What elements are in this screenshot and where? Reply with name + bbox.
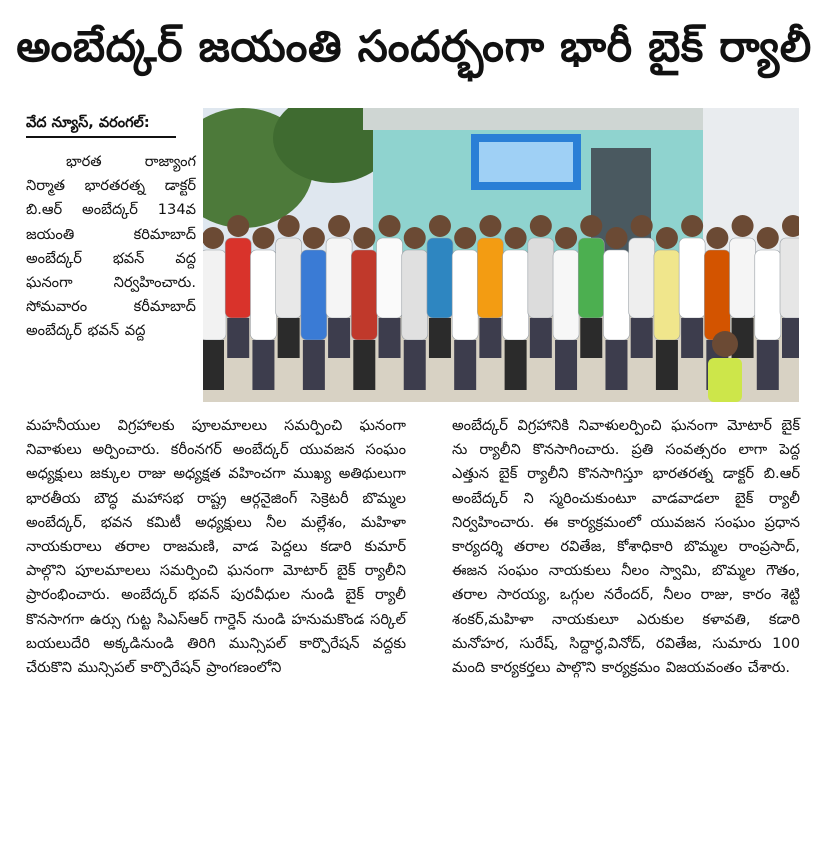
- person-legs: [631, 318, 653, 358]
- person-head: [706, 227, 728, 249]
- person-head: [227, 215, 249, 237]
- person-figure: [578, 238, 604, 318]
- person-head: [505, 227, 527, 249]
- person-head: [631, 215, 653, 237]
- person-head: [379, 215, 401, 237]
- person-head: [404, 227, 426, 249]
- person-head: [454, 227, 476, 249]
- person-figure: [250, 250, 276, 340]
- person-figure: [326, 238, 352, 318]
- person-figure: [225, 238, 251, 318]
- person-legs: [757, 340, 779, 390]
- article-body-column-left: మహనీయుల విగ్రహాలకు పూలమాలలు సమర్పించి ఘనంగా నివాళులు అర్పించారు. కరీంనగర్ అంబేద్కర్ యువజన సంఘం అధ్యక్షులు జక్కుల రాజు అధ్యక్షత వహించగా ముఖ్య అతిథులుగా భారతీయ బౌద్ధ మహాసభ రాష్ట్ర ఆర్గనైజింగ్ సెక్రెటరీ బొమ్మల అంబేద్కర్, భవన కమిటీ అధ్యక్షులు నీల మల్లేశం, మహిళా నాయకురాలు తరాల రాజమణి, వాడ పెద్దలు కడారి కుమార్ పాల్గొని పూలమాలలు సమర్పించి ఘనంగా మోటార్ బైక్ ర్యాలీని ప్రారంభించారు. అంబేద్కర్ భవన్ పురవీధుల నుండి బైక్ ర్యాలీ కొనసాగగా ఉర్సు గుట్ట సిఎస్ఆర్ గార్డెన్ నుండి హనుమకొండ సర్కిల్ బయలుదేరి అక్కడినుండి తిరిగి మున్సిపల్ కార్పొరేషన్ వద్దకు చేరుకొని మున్సిపల్ కార్పొరేషన్ ప్రాంగణంలోని: [26, 417, 406, 677]
- person-legs: [303, 340, 325, 390]
- person-head: [605, 227, 627, 249]
- person-legs: [203, 340, 224, 390]
- person-legs: [328, 318, 350, 358]
- person-figure: [654, 250, 680, 340]
- person-head: [656, 227, 678, 249]
- person-legs: [555, 340, 577, 390]
- person-legs: [605, 340, 627, 390]
- person-legs: [404, 340, 426, 390]
- person-legs: [227, 318, 249, 358]
- article-dateline: వేద న్యూస్, వరంగల్:: [26, 110, 176, 138]
- person-legs: [429, 318, 451, 358]
- person-figure: [452, 250, 478, 340]
- person-legs: [530, 318, 552, 358]
- event-group-photo: [203, 108, 799, 402]
- person-legs: [353, 340, 375, 390]
- person-figure: [528, 238, 554, 318]
- person-figure: [351, 250, 377, 340]
- person-figure: [301, 250, 327, 340]
- person-head: [429, 215, 451, 237]
- article-headline: అంబేద్కర్ జయంతి సందర్భంగా భారీ బైక్ ర్యాలీ: [16, 22, 812, 72]
- person-figure: [603, 250, 629, 340]
- person-legs: [580, 318, 602, 358]
- person-head: [303, 227, 325, 249]
- person-figure: [553, 250, 579, 340]
- person-legs: [454, 340, 476, 390]
- person-figure: [755, 250, 781, 340]
- person-head: [278, 215, 300, 237]
- person-figure: [679, 238, 705, 318]
- person-head: [555, 227, 577, 249]
- person-figure: [780, 238, 799, 318]
- person-head: [479, 215, 501, 237]
- person-figure: [730, 238, 756, 318]
- person-head: [203, 227, 224, 249]
- person-legs: [479, 318, 501, 358]
- child-head: [712, 331, 738, 357]
- person-legs: [505, 340, 527, 390]
- person-head: [757, 227, 779, 249]
- person-head: [732, 215, 754, 237]
- person-head: [681, 215, 703, 237]
- person-legs: [252, 340, 274, 390]
- person-head: [353, 227, 375, 249]
- person-figure: [704, 250, 730, 340]
- person-legs: [782, 318, 799, 358]
- person-legs: [379, 318, 401, 358]
- person-legs: [656, 340, 678, 390]
- person-head: [328, 215, 350, 237]
- person-head: [252, 227, 274, 249]
- person-figure: [402, 250, 428, 340]
- child-figure: [708, 358, 742, 402]
- person-head: [530, 215, 552, 237]
- person-legs: [681, 318, 703, 358]
- person-figure: [276, 238, 302, 318]
- article-body-column-top: భారత రాజ్యాంగ నిర్మాత భారతరత్న డాక్టర్ బి.ఆర్ అంబేద్కర్ 134వ జయంతి కరిమాబాద్ అంబేద్కర్ భవన్ వద్ద ఘనంగా నిర్వహించారు. సోమవారం కరీమాబాద్ అంబేద్కర్ భవన్ వద్ద: [26, 153, 196, 340]
- person-figure: [629, 238, 655, 318]
- person-figure: [203, 250, 226, 340]
- person-figure: [427, 238, 453, 318]
- person-figure: [377, 238, 403, 318]
- person-figure: [477, 238, 503, 318]
- article-body-column-right: అంబేద్కర్ విగ్రహానికి నివాళులర్పించి ఘనంగా మోటార్ బైక్ ను ర్యాలీని కొనసాగించారు. ప్రతి సంవత్సరం లాగా పెద్ద ఎత్తున బైక్ ర్యాలీని కొనసాగిస్తూ భారతరత్న డాక్టర్ బి.ఆర్ అంబేద్కర్ ని స్మరించుకుంటూ వాడవాడలా బైక్ ర్యాలీ నిర్వహించారు. ఈ కార్యక్రమంలో యువజన సంఘం ప్రధాన కార్యదర్శి తరాల రవితేజ, కోశాధికారి బొమ్మల రాంప్రసాద్, ఈజన సంఘం నాయకులు నీలం స్వామి, బొమ్మల గౌతం, తరాల సారయ్య, ఒగ్గుల నరేందర్, నీలం రాజు, కారం శెట్టి శంకర్,మహిళా నాయకులూ ఎరుకుల కళావతి, కడారి మనోహర, సురేష్, సిద్దార్ధ,వినోద్, రవితేజ, సుమారు 100 మంది కార్యకర్తలు పాల్గొని కార్యక్రమం విజయవంతం చేశారు.: [452, 417, 800, 677]
- person-head: [580, 215, 602, 237]
- person-figure: [503, 250, 529, 340]
- person-legs: [278, 318, 300, 358]
